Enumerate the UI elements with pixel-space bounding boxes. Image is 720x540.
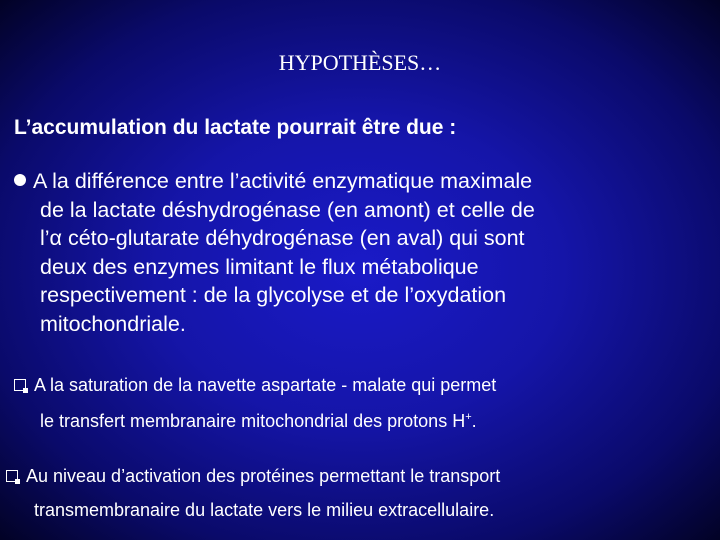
bullet-1-line-4: deux des enzymes limitant le flux métabolique xyxy=(40,254,479,279)
bullet-2-tail: . xyxy=(471,411,477,431)
proton-charge: + xyxy=(465,411,472,423)
bullet-3-text-1: Au niveau d’activation des protéines permettant le transport xyxy=(26,466,501,486)
bullet-1 xyxy=(14,167,704,338)
bullet-3-line-2: transmembranaire du lactate vers le milieu extracellulaire. xyxy=(34,500,495,520)
square-bullet-icon xyxy=(14,379,26,391)
bullet-1-line-6: mitochondriale. xyxy=(40,311,186,336)
bullet-1-line-5: respectivement : de la glycolyse et de l’oxydation xyxy=(40,283,507,307)
bullet-2-line-2 xyxy=(14,401,704,437)
bullet-3-line-1 xyxy=(6,459,706,493)
bullet-2-text-2: le transfert membranaire mitochondrial des protons H xyxy=(40,411,466,431)
bullet-1-line-3: l’α céto-glutarate déhydrogénase (en aval) qui sont xyxy=(40,226,525,250)
bullet-1-line-2: de la lactate déshydrogénase (en amont) et celle de xyxy=(40,197,535,222)
square-bullet-icon xyxy=(6,470,18,482)
bullet-2-line-1 xyxy=(14,369,704,401)
bullet-2 xyxy=(14,369,704,437)
bullet-3 xyxy=(6,459,706,527)
slide-title: HYPOTHÈSES… xyxy=(278,50,442,75)
round-bullet-icon xyxy=(14,174,26,186)
bullet-1-text-1: A la différence entre l’activité enzymatique maximale xyxy=(33,169,533,193)
slide-subtitle: L’accumulation du lactate pourrait être due : xyxy=(14,116,457,139)
bullet-2-text-1: A la saturation de la navette aspartate - malate qui permet xyxy=(34,375,497,395)
bullet-1-line-1 xyxy=(14,167,704,196)
